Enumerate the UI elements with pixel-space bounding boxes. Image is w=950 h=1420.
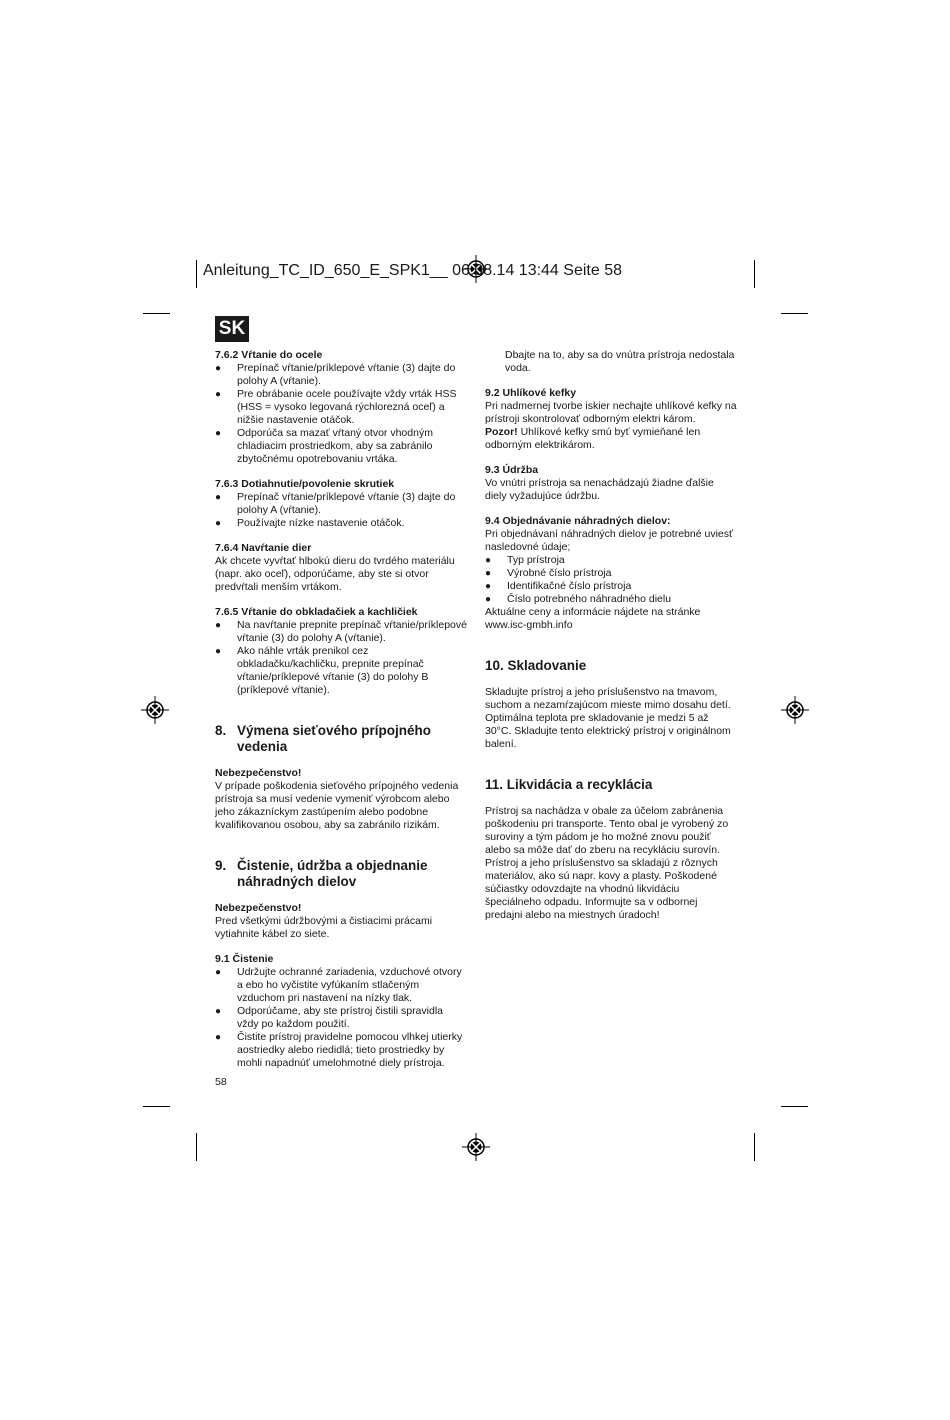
section-8-heading xyxy=(215,723,467,755)
section-8-text: V prípade poškodenia sieťového prípojného vedenia prístroja sa musí vedenie vymeniť výrobcom alebo jeho zákazníckym zastúpením alebo podobne kvalifikovanou osobou, aby sa zabránilo rizikám. xyxy=(215,780,459,831)
section-9-1-title: 9.1 Čistenie xyxy=(215,953,274,965)
section-7-6-5-title: 7.6.5 Vŕtanie do obkladačiek a kachličiek xyxy=(215,606,418,618)
section-9-2-warning-text: Uhlíkové kefky smú byť vymieňané len odborným elektrikárom. xyxy=(485,426,701,451)
section-7-6-2-list xyxy=(215,362,467,466)
list-item: ● Výrobné číslo prístroja xyxy=(485,567,737,580)
list-item: ● Odporúča sa mazať vŕtaný otvor vhodným chladiacim prostriedkom, aby sa zabránilo zbytočnému opotrebovaniu vrtáka. xyxy=(215,427,467,466)
section-9-1-list xyxy=(215,966,467,1070)
section-7-6-4-text: Ak chcete vyvŕtať hlbokú dieru do tvrdého materiálu (napr. ako oceľ), odporúčame, aby ste si otvor predvŕtali menším vrtákom. xyxy=(215,555,455,593)
section-7-6-2-title: 7.6.2 Vŕtanie do ocele xyxy=(215,349,323,361)
section-8-title: Výmena sieťového prípojného vedenia xyxy=(237,723,432,754)
section-7-6-4-title: 7.6.4 Navŕtanie dier xyxy=(215,542,312,554)
section-9-heading xyxy=(215,858,467,890)
section-7-6-3-list xyxy=(215,491,467,530)
registration-mark-left-icon xyxy=(141,696,169,724)
list-item: ● Udržujte ochranné zariadenia, vzduchové otvory a ebo ho vyčistite vyfúkaním stlačeným vzduchom pri nastavení na nízky tlak. xyxy=(215,966,467,1005)
list-item: ● Identifikačné číslo prístroja xyxy=(485,580,737,593)
section-9-4-text: Pri objednávaní náhradných dielov je potrebné uviesť nasledovné údaje; xyxy=(485,528,733,553)
section-9-text: Pred všetkými údržbovými a čistiacimi prácami vytiahnite kábel zo siete. xyxy=(215,915,433,940)
crop-mark-top-right-v xyxy=(754,260,755,288)
left-column xyxy=(215,349,467,1070)
list-item: ● Prepínač vŕtanie/príklepové vŕtanie (3) dajte do polohy A (vŕtanie). xyxy=(215,362,467,388)
list-item: ● Pre obrábanie ocele používajte vždy vrták HSS (HSS = vysoko legovaná rýchlorezná oceľ) a nižšie nastavenie otáčok. xyxy=(215,388,467,427)
list-item: ● Používajte nízke nastavenie otáčok. xyxy=(215,517,467,530)
continued-text: Dbajte na to, aby sa do vnútra prístroja nedostala voda. xyxy=(505,349,735,374)
registration-mark-bottom-icon xyxy=(462,1133,490,1161)
section-7-6-5-list xyxy=(215,619,467,697)
section-10-title: 10. Skladovanie xyxy=(485,658,587,673)
list-item: ● Odporúčame, aby ste prístroj čistili spravidla vždy po každom použití. xyxy=(215,1005,467,1031)
section-10-text: Skladujte prístroj a jeho príslušenstvo na tmavom, suchom a nezamŕzajúcom mieste mimo dosahu detí. Optimálna teplota pre skladovanie je medzi 5 až 30°C. Skladujte tento elektrický prístroj v originálnom balení. xyxy=(485,686,731,750)
registration-mark-right-icon xyxy=(781,696,809,724)
list-item: ● Ako náhle vrták prenikol cez obkladačku/kachličku, prepnite prepínač vŕtanie/príklepové vŕtanie (3) do polohy B (príklepové vŕtanie). xyxy=(215,645,467,697)
section-9-4-list xyxy=(485,554,737,606)
list-item: ● Číslo potrebného náhradného dielu xyxy=(485,593,737,606)
crop-mark-bottom-right-h xyxy=(781,1106,808,1107)
crop-mark-top-right-h xyxy=(781,313,808,314)
crop-mark-top-left-h xyxy=(143,313,170,314)
section-9-title: Čistenie, údržba a objednanie náhradných dielov xyxy=(237,858,428,889)
section-9-2-text: Pri nadmernej tvorbe iskier nechajte uhlíkové kefky na prístroji skontrolovať odborným elektri károm. xyxy=(485,400,737,425)
section-9-2-warning xyxy=(485,426,737,452)
section-7-6-3-title: 7.6.3 Dotiahnutie/povolenie skrutiek xyxy=(215,478,395,490)
section-9-3-title: 9.3 Údržba xyxy=(485,464,539,476)
section-11-text: Prístroj sa nachádza v obale za účelom zabránenia poškodeniu pri transporte. Tento obal je vyrobený zo suroviny a tým pádom je ho možné znovu použiť alebo sa môže dať do zberu na recykláciu surovín. Prístroj a jeho príslušenstvo sa skladajú z rôznych materiálov, ako sú napr. kovy a plasty. Poškodené súčiastky odovzdajte na vhodnú likvidáciu špeciálneho odpadu. Informujte sa v odbornej predajni alebo na miestnych úradoch! xyxy=(485,805,729,921)
page-number: 58 xyxy=(215,1076,227,1088)
print-header: Anleitung_TC_ID_650_E_SPK1__ 06.08.14 13:44 Seite 58 xyxy=(203,262,622,279)
section-9-number: 9. xyxy=(215,858,227,873)
section-11-title: 11. Likvidácia a recyklácia xyxy=(485,777,653,792)
list-item: ● Prepínač vŕtanie/príklepové vŕtanie (3) dajte do polohy A (vŕtanie). xyxy=(215,491,467,517)
section-9-warning: Nebezpečenstvo! xyxy=(215,902,302,914)
section-8-warning: Nebezpečenstvo! xyxy=(215,767,302,779)
crop-mark-bottom-left-h xyxy=(143,1106,170,1107)
section-9-2-warning-label: Pozor! xyxy=(485,426,518,438)
section-9-2-title: 9.2 Uhlíkové kefky xyxy=(485,387,577,399)
right-column xyxy=(485,349,737,922)
crop-mark-bottom-right-v xyxy=(754,1133,755,1161)
section-9-3-text: Vo vnútri prístroja sa nenachádzajú žiadne ďalšie diely vyžadujúce údržbu. xyxy=(485,477,714,502)
list-item: ● Na navŕtanie prepnite prepínač vŕtanie/príklepové vŕtanie (3) do polohy A (vŕtanie). xyxy=(215,619,467,645)
list-item: ● Typ prístroja xyxy=(485,554,737,567)
section-9-4-footer: Aktuálne ceny a informácie nájdete na stránke www.isc-gmbh.info xyxy=(485,606,701,631)
list-item: ● Čistite prístroj pravidelne pomocou vlhkej utierky aostriedky alebo riedidlá; tieto prostriedky by mohli napadnúť umelohmotné diely prístroja. xyxy=(215,1031,467,1070)
crop-mark-bottom-left-v xyxy=(196,1133,197,1161)
section-9-4-title: 9.4 Objednávanie náhradných dielov: xyxy=(485,515,671,527)
language-badge: SK xyxy=(215,316,249,342)
crop-mark-top-left-v xyxy=(196,260,197,288)
section-8-number: 8. xyxy=(215,723,227,738)
